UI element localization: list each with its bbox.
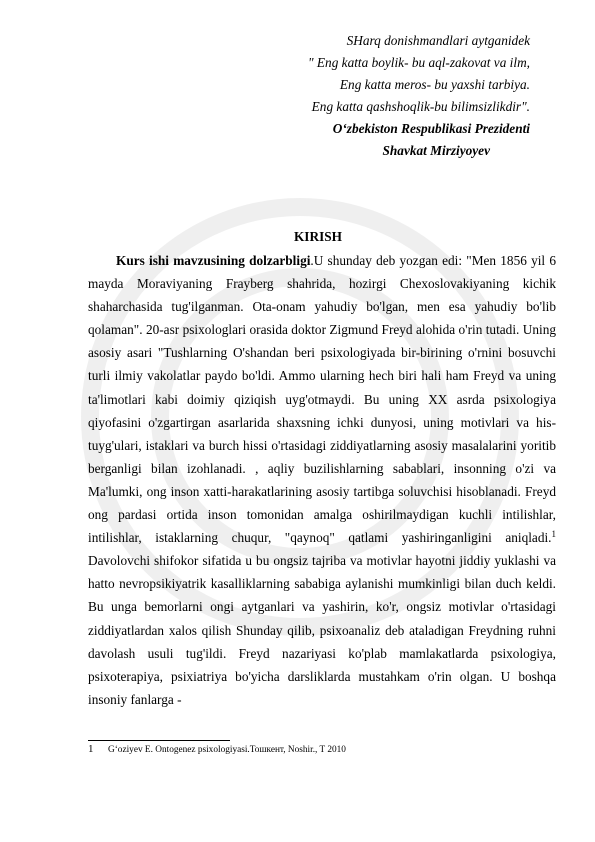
footnote-number: 1: [88, 743, 94, 755]
epigraph-line-3: Eng katta meros- bu yaxshi tarbiya.: [339, 76, 530, 92]
body-paragraph: [88, 249, 556, 711]
epigraph-line-4: Eng katta qashshoqlik-bu bilimsizlikdir".: [311, 98, 530, 114]
footnote-separator: [88, 740, 230, 741]
epigraph-line-1: SHarq donishmandlari aytganidek: [346, 33, 530, 48]
paragraph-text-part-2: Davolovchi shifokor sifatida u bu ongsiz tajriba va motivlar hayotni jiddiy yuklashi va hatto nevropsikiyatrik kasalliklarning sababiga aylanishi mumkinligi bilan duch keldi. Bu unga bemorlarni ongi aytganlari va yashirin, ko'r, ongsiz motivlar o'rtasidagi ziddiyatlardan xalos qilish Shunday qilib, psixoanaliz deb ataladigan Freydning ruhni davolash usuli tug'ildi. Freyd nazariyasi ko'plab mamlakatlarda psixologiya, psixoterapiya, psixiatriya bo'yicha darsliklarda mustahkam o'rin olgan. U boshqa insoniy fanlarga -: [88, 553, 556, 707]
epigraph-author-name: Shavkat Mirziyoyev: [382, 142, 490, 158]
paragraph-lead: Kurs ishi mavzusining dolzarbligi: [116, 253, 311, 268]
footnote-reference[interactable]: 1: [551, 529, 556, 540]
section-heading: KIRISH: [293, 229, 343, 244]
epigraph-line-2: " Eng katta boylik- bu aql-zakovat va ilm,: [308, 54, 530, 70]
epigraph-author-title: O‘zbekiston Respublikasi Prezidenti: [332, 120, 530, 136]
paragraph-text-part-1: .U shunday deb yozgan edi: "Men 1856 yil 6 mayda Moraviyaning Frayberg shahrida, hozirgi Chexoslovakiyaning kichik shaharchasida tug'ilganman. Ota-onam yahudiy bo'lgan, men esa yahudiy bo'lib qolaman". 20-asr psixologlari orasida doktor Zigmund Freyd alohida o'rin tutadi. Uning asosiy asari "Tushlarning O'shandan beri psixologiyada bir-birining o'rnini bosuvchi turli ilmiy vakolatlar paydo bo'ldi. Ammo ularning hech biri hali ham Freyd va uning ta'limotlari kabi doimiy qiziqish uyg'otmaydi. Bu uning XX asrda psixologiya qiyofasini o'zgartirgan asarlarida shaxsning ichki dunyosi, uning motivlari va his-tuyg'ulari, istaklari va burch hissi o'rtasidagi ziddiyatlarning asosiy masalalarini yoritib berganligi bilan izohlanadi. , aqliy buzilishlarning sabablari, insonning o'zi va Ma'lumki, ong inson xatti-harakatlarining asosiy tartibga soluvchisi hisoblanadi. Freyd ong pardasi ortida inson tomonidan amalga oshirilmaydigan kuchli intilishlar, intilishlar, istaklarning chuqur, "qaynoq" qatlami yashiringanligini aniqladi.: [88, 253, 556, 546]
footnote-text: G‘oziyev E. Ontogenez psixologiyasi.Тошкент, Noshir., T 2010: [108, 745, 346, 755]
footnote: [88, 742, 346, 757]
epigraph: [0, 30, 530, 161]
